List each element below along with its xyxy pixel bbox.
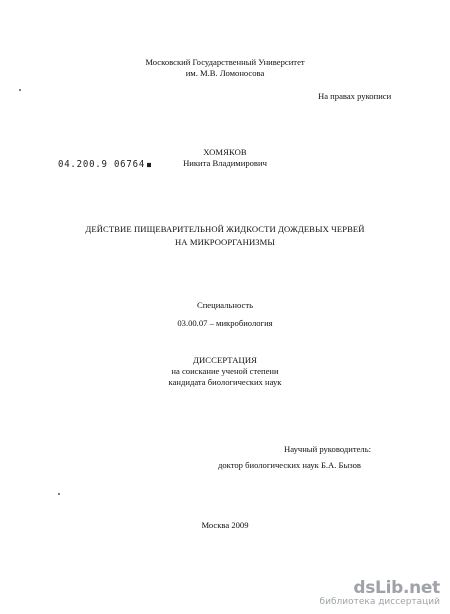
university-honorific: им. М.В. Ломоносова [185,68,265,78]
supervisor-name: доктор биологических наук Б.А. Бызов [218,460,361,470]
specialty-label: Специальность [196,300,254,310]
scan-speck [19,89,21,91]
manuscript-rights: На правах рукописи [318,91,392,101]
stamp-mark [147,162,151,166]
watermark-logo-ds: dsLib [353,578,403,598]
dissertation-title-line2: НА МИКРООРГАНИЗМЫ [174,237,275,247]
dissertation-title-line1: ДЕЙСТВИЕ ПИЩЕВАРИТЕЛЬНОЙ ЖИДКОСТИ ДОЖДЕВЫХ ЧЕРВЕЙ [85,224,365,234]
university-name: Московский Государственный Университет [145,57,305,67]
city-year: Москва 2009 [201,520,249,530]
watermark-logo-net: .net [402,578,440,598]
scan-speck [58,493,60,495]
watermark-subtitle: библиотека диссертаций [319,597,440,607]
stamp-number: 04.200.9 06764 [58,159,146,171]
dslib-watermark [320,579,440,608]
document-type: ДИССЕРТАЦИЯ [193,355,257,365]
author-given-names: Никита Владимирович [183,158,267,168]
author-surname: ХОМЯКОВ [203,147,247,157]
watermark-logo [320,579,440,597]
degree-line2: кандидата биологических наук [168,377,282,387]
registration-stamp [58,160,151,171]
degree-line1: на соискание ученой степени [171,366,279,376]
specialty-value: 03.00.07 – микробиология [177,318,273,328]
supervisor-label: Научный руководитель: [284,444,372,454]
